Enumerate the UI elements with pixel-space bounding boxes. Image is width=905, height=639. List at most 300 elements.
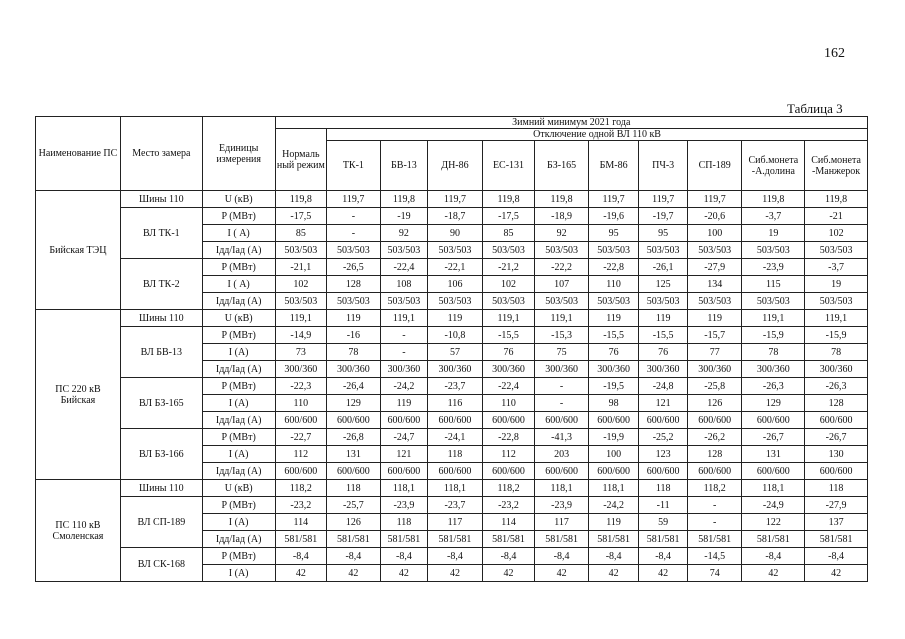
unit-cell: Iдд/Iад (А) [202,242,275,259]
value-cell: 118,2 [482,480,535,497]
value-cell: 119,7 [428,191,483,208]
line-header: ТК-1 [327,141,381,191]
unit-cell: P (МВт) [202,429,275,446]
value-cell: 128 [687,446,742,463]
table-caption: Таблица 3 [787,101,843,116]
value-cell: 114 [275,514,327,531]
value-cell: 119,8 [535,191,589,208]
value-cell: 92 [380,225,428,242]
value-cell: -15,7 [687,327,742,344]
value-cell: 74 [687,565,742,582]
value-cell: 118 [380,514,428,531]
value-cell: 600/600 [742,412,805,429]
value-cell: -8,4 [805,548,868,565]
value-cell: 581/581 [687,531,742,548]
value-cell: -8,4 [482,548,535,565]
value-cell: -8,4 [639,548,688,565]
unit-cell: Iдд/Iад (А) [202,463,275,480]
value-cell: 108 [380,276,428,293]
unit-cell: U (кВ) [202,310,275,327]
value-cell: 503/503 [805,242,868,259]
value-cell: -26,3 [805,378,868,395]
value-cell: -24,1 [428,429,483,446]
value-cell: 102 [805,225,868,242]
value-cell: 42 [482,565,535,582]
value-cell: 57 [428,344,483,361]
value-cell: 503/503 [327,242,381,259]
value-cell: 19 [742,225,805,242]
measurements-table [35,116,868,582]
value-cell: -8,4 [380,548,428,565]
value-cell: -22,2 [535,259,589,276]
value-cell: 76 [588,344,639,361]
value-cell: -23,9 [380,497,428,514]
line-header: БВ-13 [380,141,428,191]
value-cell: 19 [805,276,868,293]
value-cell: 100 [687,225,742,242]
value-cell: 73 [275,344,327,361]
value-cell: 119,8 [275,191,327,208]
value-cell: 129 [742,395,805,412]
value-cell: 600/600 [639,463,688,480]
value-cell: 118 [639,480,688,497]
value-cell: 128 [805,395,868,412]
measurement-place: Шины 110 [120,310,202,327]
value-cell: -23,9 [742,259,805,276]
value-cell: 42 [588,565,639,582]
line-header: Сиб.монета -А.долина [742,141,805,191]
value-cell: -8,4 [327,548,381,565]
measurement-place: Шины 110 [120,480,202,497]
value-cell: -41,3 [535,429,589,446]
value-cell: 503/503 [687,293,742,310]
value-cell: 600/600 [687,412,742,429]
table-row [36,191,868,208]
value-cell: 92 [535,225,589,242]
value-cell: 600/600 [482,463,535,480]
value-cell: 503/503 [639,293,688,310]
value-cell: -21,1 [275,259,327,276]
value-cell: -26,7 [742,429,805,446]
value-cell: 600/600 [275,463,327,480]
value-cell: 118,1 [380,480,428,497]
value-cell: 581/581 [327,531,381,548]
value-cell: 119,8 [482,191,535,208]
value-cell: 119,8 [805,191,868,208]
measurement-place: ВЛ БЗ-165 [120,378,202,429]
value-cell: 203 [535,446,589,463]
value-cell: 128 [327,276,381,293]
value-cell: -25,2 [639,429,688,446]
value-cell: 42 [275,565,327,582]
value-cell: 503/503 [588,293,639,310]
value-cell: 600/600 [428,412,483,429]
value-cell: 59 [639,514,688,531]
value-cell: 600/600 [687,463,742,480]
value-cell: 119,1 [535,310,589,327]
unit-cell: I (А) [202,565,275,582]
value-cell: -19,5 [588,378,639,395]
value-cell: -23,7 [428,497,483,514]
value-cell: 125 [639,276,688,293]
value-cell: -22,8 [588,259,639,276]
value-cell: -3,7 [805,259,868,276]
value-cell: 503/503 [428,293,483,310]
value-cell: 119 [687,310,742,327]
value-cell: 114 [482,514,535,531]
value-cell: -23,2 [275,497,327,514]
value-cell: 503/503 [380,242,428,259]
unit-cell: Iдд/Iад (А) [202,293,275,310]
table-row [36,548,868,565]
value-cell: 600/600 [588,412,639,429]
value-cell: -21 [805,208,868,225]
table-row [36,259,868,276]
page-number: 162 [824,46,845,61]
value-cell: 119,7 [588,191,639,208]
value-cell: 503/503 [275,242,327,259]
value-cell: 581/581 [428,531,483,548]
value-cell: -26,8 [327,429,381,446]
value-cell: 117 [428,514,483,531]
value-cell: -8,4 [742,548,805,565]
value-cell: -15,3 [535,327,589,344]
value-cell: 600/600 [805,463,868,480]
measurement-place: ВЛ СП-189 [120,497,202,548]
unit-cell: P (МВт) [202,327,275,344]
table-row [36,327,868,344]
value-cell: -26,4 [327,378,381,395]
value-cell: -10,8 [428,327,483,344]
measurement-place: ВЛ ТК-1 [120,208,202,259]
value-cell: -15,9 [742,327,805,344]
value-cell: 503/503 [275,293,327,310]
unit-cell: P (МВт) [202,548,275,565]
value-cell: -17,5 [482,208,535,225]
value-cell: -26,3 [742,378,805,395]
value-cell: 78 [327,344,381,361]
unit-cell: I ( А) [202,276,275,293]
value-cell: -24,9 [742,497,805,514]
value-cell: 131 [327,446,381,463]
value-cell: 119 [639,310,688,327]
value-cell: 503/503 [687,242,742,259]
value-cell: -14,5 [687,548,742,565]
value-cell: 503/503 [482,293,535,310]
value-cell: 102 [482,276,535,293]
value-cell: - [687,514,742,531]
table-row [36,310,868,327]
value-cell: 581/581 [588,531,639,548]
value-cell: 112 [482,446,535,463]
value-cell: 119,7 [327,191,381,208]
value-cell: 503/503 [639,242,688,259]
value-cell: 95 [588,225,639,242]
station-name: ПС 220 кВ Бийская [36,310,121,480]
measurement-place: ВЛ СК-168 [120,548,202,582]
value-cell: -24,2 [588,497,639,514]
value-cell: -15,5 [588,327,639,344]
value-cell: 42 [327,565,381,582]
line-header: ДН-86 [428,141,483,191]
measurement-place: ВЛ БЗ-166 [120,429,202,480]
value-cell: 600/600 [327,463,381,480]
value-cell: - [327,225,381,242]
value-cell: 121 [380,446,428,463]
value-cell: 600/600 [482,412,535,429]
line-header: БЗ-165 [535,141,589,191]
col-normal-header: Нормаль ный режим [275,129,327,191]
value-cell: - [687,497,742,514]
value-cell: - [380,327,428,344]
value-cell: 85 [482,225,535,242]
value-cell: 78 [742,344,805,361]
value-cell: 503/503 [535,242,589,259]
value-cell: -27,9 [805,497,868,514]
unit-cell: Iдд/Iад (А) [202,412,275,429]
value-cell: -23,9 [535,497,589,514]
value-cell: 75 [535,344,589,361]
value-cell: 300/360 [742,361,805,378]
value-cell: 98 [588,395,639,412]
value-cell: 131 [742,446,805,463]
value-cell: 77 [687,344,742,361]
value-cell: 78 [805,344,868,361]
value-cell: 600/600 [535,412,589,429]
table-row [36,429,868,446]
value-cell: 503/503 [428,242,483,259]
value-cell: 130 [805,446,868,463]
value-cell: 300/360 [535,361,589,378]
col-place-header: Место замера [120,117,202,191]
value-cell: -15,5 [639,327,688,344]
value-cell: 600/600 [380,463,428,480]
value-cell: -22,7 [275,429,327,446]
value-cell: 581/581 [275,531,327,548]
value-cell: - [380,344,428,361]
value-cell: 42 [805,565,868,582]
value-cell: -16 [327,327,381,344]
value-cell: 137 [805,514,868,531]
measurement-place: Шины 110 [120,191,202,208]
value-cell: 112 [275,446,327,463]
value-cell: 300/360 [687,361,742,378]
value-cell: -24,7 [380,429,428,446]
unit-cell: Iдд/Iад (А) [202,531,275,548]
value-cell: 503/503 [535,293,589,310]
value-cell: 300/360 [482,361,535,378]
value-cell: 126 [327,514,381,531]
value-cell: 100 [588,446,639,463]
value-cell: 119,8 [742,191,805,208]
value-cell: 581/581 [639,531,688,548]
value-cell: 76 [482,344,535,361]
unit-cell: P (МВт) [202,378,275,395]
value-cell: -19,6 [588,208,639,225]
value-cell: 118,1 [588,480,639,497]
col-station-header: Наименование ПС [36,117,121,191]
value-cell: -8,4 [535,548,589,565]
value-cell: 90 [428,225,483,242]
value-cell: 119 [380,395,428,412]
value-cell: 119,1 [742,310,805,327]
value-cell: -19,7 [639,208,688,225]
value-cell: 95 [639,225,688,242]
unit-cell: I ( А) [202,225,275,242]
measurement-place: ВЛ БВ-13 [120,327,202,378]
value-cell: 503/503 [805,293,868,310]
value-cell: 118,1 [742,480,805,497]
value-cell: -26,1 [639,259,688,276]
value-cell: 300/360 [588,361,639,378]
unit-cell: I (А) [202,344,275,361]
value-cell: 119,1 [482,310,535,327]
value-cell: -8,4 [428,548,483,565]
value-cell: 503/503 [588,242,639,259]
value-cell: 300/360 [380,361,428,378]
value-cell: 600/600 [327,412,381,429]
value-cell: 110 [482,395,535,412]
value-cell: 118,2 [687,480,742,497]
unit-cell: U (кВ) [202,191,275,208]
value-cell: 119,1 [275,310,327,327]
value-cell: -18,9 [535,208,589,225]
value-cell: 503/503 [327,293,381,310]
value-cell: -8,4 [275,548,327,565]
line-header: Сиб.монета -Манжерок [805,141,868,191]
value-cell: 503/503 [742,242,805,259]
value-cell: 110 [588,276,639,293]
value-cell: 42 [742,565,805,582]
value-cell: -25,7 [327,497,381,514]
value-cell: 503/503 [742,293,805,310]
value-cell: -8,4 [588,548,639,565]
value-cell: 122 [742,514,805,531]
value-cell: 116 [428,395,483,412]
value-cell: 600/600 [535,463,589,480]
period-header: Зимний минимум 2021 года [275,117,867,129]
value-cell: 300/360 [639,361,688,378]
line-header: БМ-86 [588,141,639,191]
value-cell: 121 [639,395,688,412]
value-cell: 134 [687,276,742,293]
unit-cell: P (МВт) [202,497,275,514]
value-cell: -22,4 [482,378,535,395]
value-cell: 115 [742,276,805,293]
table-row [36,480,868,497]
value-cell: 118 [805,480,868,497]
value-cell: 119 [428,310,483,327]
value-cell: -26,5 [327,259,381,276]
value-cell: 129 [327,395,381,412]
value-cell: 85 [275,225,327,242]
value-cell: -21,2 [482,259,535,276]
value-cell: -11 [639,497,688,514]
value-cell: -26,7 [805,429,868,446]
value-cell: -20,6 [687,208,742,225]
value-cell: 119,7 [687,191,742,208]
value-cell: 600/600 [588,463,639,480]
value-cell: -26,2 [687,429,742,446]
value-cell: 503/503 [380,293,428,310]
value-cell: -22,8 [482,429,535,446]
line-header: СП-189 [687,141,742,191]
value-cell: 300/360 [275,361,327,378]
value-cell: -3,7 [742,208,805,225]
station-name: ПС 110 кВ Смоленская [36,480,121,582]
unit-cell: P (МВт) [202,259,275,276]
value-cell: 119,8 [380,191,428,208]
value-cell: 119,1 [380,310,428,327]
value-cell: - [535,378,589,395]
value-cell: 300/360 [327,361,381,378]
outage-header: Отключение одной ВЛ 110 кВ [327,129,868,141]
value-cell: 42 [380,565,428,582]
unit-cell: I (А) [202,446,275,463]
value-cell: -22,4 [380,259,428,276]
value-cell: 119,7 [639,191,688,208]
value-cell: 123 [639,446,688,463]
value-cell: -23,7 [428,378,483,395]
value-cell: 600/600 [275,412,327,429]
value-cell: 107 [535,276,589,293]
col-unit-header: Единицы измерения [202,117,275,191]
value-cell: -25,8 [687,378,742,395]
value-cell: -24,2 [380,378,428,395]
value-cell: 600/600 [805,412,868,429]
table-row [36,378,868,395]
value-cell: 42 [428,565,483,582]
table-row [36,208,868,225]
value-cell: -19,9 [588,429,639,446]
value-cell: -17,5 [275,208,327,225]
station-name: Бийская ТЭЦ [36,191,121,310]
value-cell: - [535,395,589,412]
value-cell: 581/581 [380,531,428,548]
value-cell: 300/360 [805,361,868,378]
value-cell: 600/600 [428,463,483,480]
value-cell: -27,9 [687,259,742,276]
unit-cell: I (А) [202,395,275,412]
value-cell: -22,3 [275,378,327,395]
value-cell: 119 [588,514,639,531]
value-cell: 42 [639,565,688,582]
unit-cell: P (МВт) [202,208,275,225]
value-cell: 106 [428,276,483,293]
value-cell: -24,8 [639,378,688,395]
value-cell: 117 [535,514,589,531]
value-cell: 119 [327,310,381,327]
value-cell: 76 [639,344,688,361]
unit-cell: I (А) [202,514,275,531]
table-row [36,497,868,514]
value-cell: 600/600 [742,463,805,480]
value-cell: 581/581 [482,531,535,548]
value-cell: 110 [275,395,327,412]
line-header: ПЧ-3 [639,141,688,191]
unit-cell: Iдд/Iад (А) [202,361,275,378]
value-cell: 126 [687,395,742,412]
value-cell: 119 [588,310,639,327]
value-cell: 42 [535,565,589,582]
measurement-place: ВЛ ТК-2 [120,259,202,310]
value-cell: 600/600 [639,412,688,429]
value-cell: -15,9 [805,327,868,344]
value-cell: -18,7 [428,208,483,225]
value-cell: 300/360 [428,361,483,378]
value-cell: -14,9 [275,327,327,344]
value-cell: -15,5 [482,327,535,344]
